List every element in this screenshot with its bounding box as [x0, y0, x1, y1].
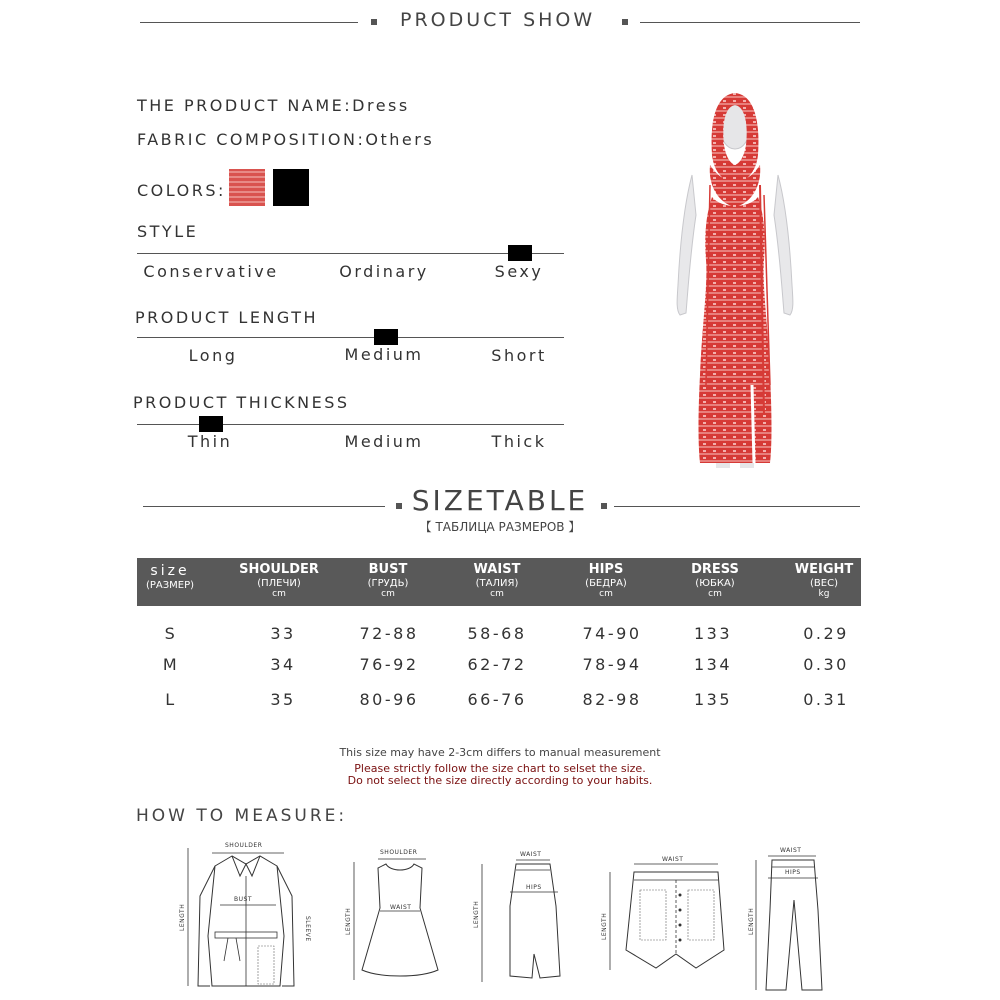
jacket-diagram: [170, 836, 320, 996]
header-bust: BUST (ГРУДЬ) cm: [367, 562, 409, 599]
svg-text:LENGTH: LENGTH: [473, 900, 480, 928]
thickness-marker: [199, 416, 223, 432]
svg-text:WAIST: WAIST: [662, 856, 684, 863]
style-label-conservative: Conservative: [143, 262, 279, 281]
thickness-label-thin: Thin: [187, 432, 233, 451]
row-m-dress: 134: [693, 655, 733, 674]
size-warning-1: Please strictly follow the size chart to selset the size.: [354, 762, 646, 775]
row-m-waist: 62-72: [467, 655, 527, 674]
row-s-bust: 72-88: [359, 624, 419, 643]
measurement-note: This size may have 2-3cm differs to manual measurement: [339, 746, 661, 759]
product-image: [640, 85, 830, 470]
style-label-sexy: Sexy: [494, 262, 544, 281]
fabric-composition: FABRIC COMPOSITION:Others: [137, 130, 435, 149]
svg-text:SLEEVE: SLEEVE: [304, 916, 311, 942]
thickness-label-thick: Thick: [491, 432, 547, 451]
header-dress: DRESS (ЮБКА) cm: [691, 562, 739, 599]
svg-text:LENGTH: LENGTH: [601, 912, 608, 940]
product-name: THE PRODUCT NAME:Dress: [137, 96, 410, 115]
page-title: PRODUCT SHOW: [400, 9, 596, 31]
length-marker: [374, 329, 398, 345]
size-warning-2: Do not select the size directly according to your habits.: [347, 774, 653, 787]
length-title: PRODUCT LENGTH: [135, 308, 319, 327]
header-bullet-right: [622, 19, 628, 25]
row-l-shoulder: 35: [270, 690, 296, 709]
svg-text:LENGTH: LENGTH: [345, 907, 352, 935]
row-m-hips: 78-94: [582, 655, 642, 674]
row-s-shoulder: 33: [270, 624, 296, 643]
row-l-bust: 80-96: [359, 690, 419, 709]
sizetable-subtitle: 【 ТАБЛИЦА РАЗМЕРОВ 】: [419, 520, 581, 534]
colors-label: COLORS:: [137, 181, 226, 200]
length-label-long: Long: [188, 346, 238, 365]
shorts-diagram: [600, 850, 740, 980]
svg-text:SHOULDER: SHOULDER: [380, 849, 418, 856]
svg-text:SHOULDER: SHOULDER: [225, 842, 263, 849]
color-swatch-black[interactable]: [273, 169, 309, 206]
style-marker: [508, 245, 532, 261]
header-rule-left: [140, 22, 358, 23]
svg-text:WAIST: WAIST: [390, 904, 412, 911]
header-bullet-left: [371, 19, 377, 25]
header-hips: HIPS (БЕДРА) cm: [585, 562, 627, 599]
pants-diagram: [750, 840, 840, 996]
sizetable-title: SIZETABLE: [411, 484, 589, 517]
row-l-size: L: [165, 690, 177, 709]
row-m-shoulder: 34: [270, 655, 296, 674]
header-rule-right: [640, 22, 860, 23]
dress-diagram: [340, 840, 460, 996]
svg-text:WAIST: WAIST: [780, 847, 802, 854]
header-size: size (РАЗМЕР): [145, 563, 195, 591]
row-l-hips: 82-98: [582, 690, 642, 709]
svg-text:HIPS: HIPS: [526, 884, 542, 891]
svg-text:WAIST: WAIST: [520, 851, 542, 858]
style-title: STYLE: [137, 222, 199, 241]
color-swatch-red[interactable]: [229, 169, 265, 206]
sizetable-rule-right: [614, 506, 860, 507]
header-shoulder: SHOULDER (ПЛЕЧИ) cm: [239, 562, 319, 599]
svg-text:BUST: BUST: [234, 896, 252, 903]
row-m-weight: 0.30: [803, 655, 849, 674]
how-to-measure-title: HOW TO MEASURE:: [136, 806, 348, 826]
length-label-short: Short: [491, 346, 547, 365]
length-label-medium: Medium: [344, 345, 424, 364]
thickness-title: PRODUCT THICKNESS: [133, 393, 350, 412]
row-l-waist: 66-76: [467, 690, 527, 709]
row-s-size: S: [164, 624, 178, 643]
row-m-size: M: [162, 655, 180, 674]
length-scale-line: [137, 337, 564, 338]
row-s-hips: 74-90: [582, 624, 642, 643]
svg-text:LENGTH: LENGTH: [179, 903, 186, 931]
row-l-dress: 135: [693, 690, 733, 709]
header-weight: WEIGHT (ВЕС) kg: [794, 562, 854, 599]
svg-text:LENGTH: LENGTH: [748, 907, 755, 935]
row-s-dress: 133: [693, 624, 733, 643]
row-s-waist: 58-68: [467, 624, 527, 643]
skirt-diagram: [470, 846, 580, 996]
thickness-label-medium: Medium: [344, 432, 424, 451]
style-scale-line: [137, 253, 564, 254]
row-m-bust: 76-92: [359, 655, 419, 674]
style-label-ordinary: Ordinary: [339, 262, 429, 281]
header-waist: WAIST (ТАЛИЯ) cm: [473, 562, 521, 599]
row-s-weight: 0.29: [803, 624, 849, 643]
sizetable-bullet-right: [601, 503, 607, 509]
svg-text:HIPS: HIPS: [785, 869, 801, 876]
size-table-header: [137, 558, 861, 606]
row-l-weight: 0.31: [803, 690, 849, 709]
